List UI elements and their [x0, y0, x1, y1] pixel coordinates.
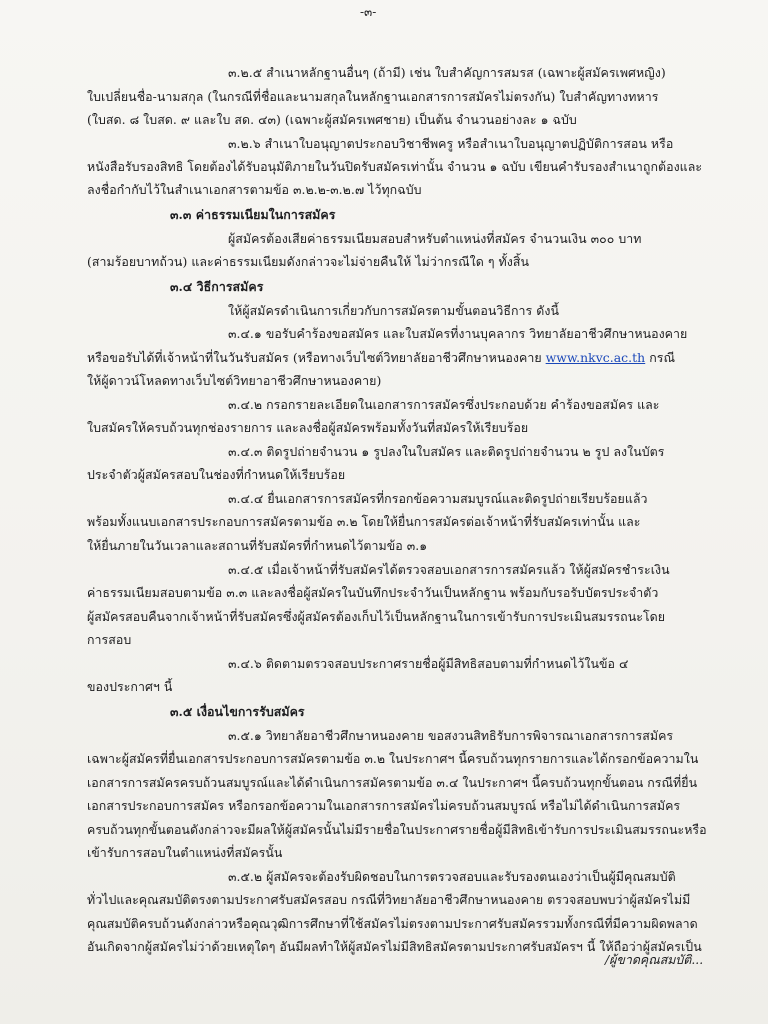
- line-9: (สามร้อยบาทถ้วน) และค่าธรรมเนียมดังกล่าวจะไม่จ่ายคืนให้ ไม่ว่ากรณีใด ๆ ทั้งสิ้น: [87, 254, 529, 269]
- line-18: ประจำตัวผู้สมัครสอบในช่องที่กำหนดให้เรียบร้อย: [87, 467, 346, 482]
- line-37: คุณสมบัติครบถ้วนดังกล่าวหรือคุณวุฒิการศึกษาที่ใช้สมัครไม่ตรงตามประกาศรับสมัครรวมทั้งกรณีที่มีความผิดพลาด: [87, 916, 698, 931]
- line-29: ๓.๕.๑ วิทยาลัยอาชีวศึกษาหนองคาย ขอสงวนสิทธิรับการพิจารณาเอกสารการสมัคร: [228, 728, 674, 743]
- line-4: ๓.๒.๖ สำเนาใบอนุญาตประกอบวิชาชีพครู หรือสำเนาใบอนุญาตปฏิบัติการสอน หรือ: [228, 136, 674, 151]
- continuation-note: /ผู้ขาดคุณสมบัติ...: [605, 952, 704, 967]
- page-number: -๓-: [360, 5, 377, 19]
- line-11: ให้ผู้สมัครดำเนินการเกี่ยวกับการสมัครตามขั้นตอนวิธีการ ดังนี้: [228, 303, 559, 318]
- line-3: (ใบสด. ๘ ใบสด. ๙ และใบ สด. ๔๓) (เฉพาะผู้สมัครเพศชาย) เป็นต้น จำนวนอย่างละ ๑ ฉบับ: [87, 112, 577, 127]
- line-24: ผู้สมัครสอบคืนจากเจ้าหน้าที่รับสมัครซึ่งผู้สมัครต้องเก็บไว้เป็นหลักฐานในการเข้ารับการประเมินสมรรถนะโดย: [87, 609, 666, 624]
- line-30: เฉพาะผู้สมัครที่ยื่นเอกสารประกอบการสมัครตามข้อ ๓.๒ ในประกาศฯ นี้ครบถ้วนทุกรายการและได้กรอกข้อความใน: [87, 751, 699, 766]
- line-1: ๓.๒.๕ สำเนาหลักฐานอื่นๆ (ถ้ามี) เช่น ใบสำคัญการสมรส (เฉพาะผู้สมัครเพศหญิง): [228, 65, 666, 80]
- line-32: เอกสารประกอบการสมัคร หรือกรอกข้อความในเอกสารการสมัครไม่ครบถ้วนสมบูรณ์ หรือไม่ได้ดำเนินการสมัคร: [87, 798, 681, 813]
- line-13-text-after: กรณี: [645, 350, 676, 365]
- line-12: ๓.๔.๑ ขอรับคำร้องขอสมัคร และใบสมัครที่งานบุคลากร วิทยาลัยอาชีวศึกษาหนองคาย: [228, 326, 688, 341]
- line-26: ๓.๔.๖ ติดตามตรวจสอบประกาศรายชื่อผู้มีสิทธิสอบตามที่กำหนดไว้ในข้อ ๔: [228, 656, 629, 671]
- line-22: ๓.๔.๕ เมื่อเจ้าหน้าที่รับสมัครได้ตรวจสอบเอกสารการสมัครแล้ว ให้ผู้สมัครชำระเงิน: [228, 562, 670, 577]
- line-2: ใบเปลี่ยนชื่อ-นามสกุล (ในกรณีที่ชื่อและนามสกุลในหลักฐานเอกสารการสมัครไม่ตรงกัน) ใบสำคัญทางทหาร: [87, 89, 659, 104]
- line-31: เอกสารการสมัครครบถ้วนสมบูรณ์และได้ดำเนินการสมัครตามข้อ ๓.๔ ในประกาศฯ นี้ครบถ้วนทุกขั้นตอน กรณีที่ยื่น: [87, 775, 698, 790]
- section-heading-3-3: ๓.๓ ค่าธรรมเนียมในการสมัคร: [170, 207, 336, 222]
- line-33: ครบถ้วนทุกขั้นตอนดังกล่าวจะมีผลให้ผู้สมัครนั้นไม่มีรายชื่อในประกาศรายชื่อผู้มีสิทธิเข้ารับการประเมินสมรรถนะหรือ: [87, 822, 707, 837]
- line-17: ๓.๔.๓ ติดรูปถ่ายจำนวน ๑ รูปลงในใบสมัคร และติดรูปถ่ายจำนวน ๒ รูป ลงในบัตร: [228, 444, 665, 459]
- line-19: ๓.๔.๔ ยื่นเอกสารการสมัครที่กรอกข้อความสมบูรณ์และติดรูปถ่ายเรียบร้อยแล้ว: [228, 491, 648, 506]
- line-16: ใบสมัครให้ครบถ้วนทุกช่องรายการ และลงชื่อผู้สมัครพร้อมทั้งวันที่สมัครให้เรียบร้อย: [87, 420, 529, 435]
- line-27: ของประกาศฯ นี้: [87, 679, 173, 694]
- line-36: ทั่วไปและคุณสมบัติตรงตามประกาศรับสมัครสอบ กรณีที่วิทยาลัยอาชีวศึกษาหนองคาย ตรวจสอบพบว่าผู้สมัครไม่มี: [87, 892, 691, 907]
- line-14: ให้ผู้ดาวน์โหลดทางเว็บไซต์วิทยาอาชีวศึกษาหนองคาย): [87, 373, 382, 388]
- line-38: อันเกิดจากผู้สมัครไม่ว่าด้วยเหตุใดๆ อันมีผลทำให้ผู้สมัครไม่มีสิทธิสมัครตามประกาศรับสมัครฯ นี้ ให้ถือว่าผู้สมัครเป็น: [87, 939, 702, 954]
- line-5: หนังสือรับรองสิทธิ โดยต้องได้รับอนุมัติภายในวันปิดรับสมัครเท่านั้น จำนวน ๑ ฉบับ เขียนคำรับรองสำเนาถูกต้องและ: [87, 159, 703, 174]
- line-15: ๓.๔.๒ กรอกรายละเอียดในเอกสารการสมัครซึ่งประกอบด้วย คำร้องขอสมัคร และ: [228, 397, 660, 412]
- line-35: ๓.๕.๒ ผู้สมัครจะต้องรับผิดชอบในการตรวจสอบและรับรองตนเองว่าเป็นผู้มีคุณสมบัติ: [228, 869, 676, 884]
- section-heading-3-4: ๓.๔ วิธีการสมัคร: [170, 279, 264, 294]
- line-34: เข้ารับการสอบในตำแหน่งที่สมัครนั้น: [87, 845, 283, 860]
- line-13: [87, 350, 675, 366]
- line-23: ค่าธรรมเนียมสอบตามข้อ ๓.๓ และลงชื่อผู้สมัครในบันทึกประจำวันเป็นหลักฐาน พร้อมกับรอรับบัตรประจำตัว: [87, 585, 659, 600]
- section-heading-3-5: ๓.๕ เงื่อนไขการรับสมัคร: [170, 704, 305, 719]
- line-13-text-before: หรือขอรับได้ที่เจ้าหน้าที่ในวันรับสมัคร (หรือทางเว็บไซต์วิทยาลัยอาชีวศึกษาหนองคาย: [87, 350, 546, 365]
- line-25: การสอบ: [87, 632, 132, 647]
- line-20: พร้อมทั้งแนบเอกสารประกอบการสมัครตามข้อ ๓.๒ โดยให้ยื่นการสมัครต่อเจ้าหน้าที่รับสมัครเท่านั้น และ: [87, 514, 641, 529]
- line-6: ลงชื่อกำกับไว้ในสำเนาเอกสารตามข้อ ๓.๒.๒-๓.๒.๗ ไว้ทุกฉบับ: [87, 182, 422, 197]
- line-8: ผู้สมัครต้องเสียค่าธรรมเนียมสอบสำหรับตำแหน่งที่สมัคร จำนวนเงิน ๓๐๐ บาท: [228, 231, 642, 246]
- website-link[interactable]: www.nkvc.ac.th: [545, 350, 646, 365]
- line-21: ให้ยื่นภายในวันเวลาและสถานที่รับสมัครที่กำหนดไว้ตามข้อ ๓.๑: [87, 538, 428, 553]
